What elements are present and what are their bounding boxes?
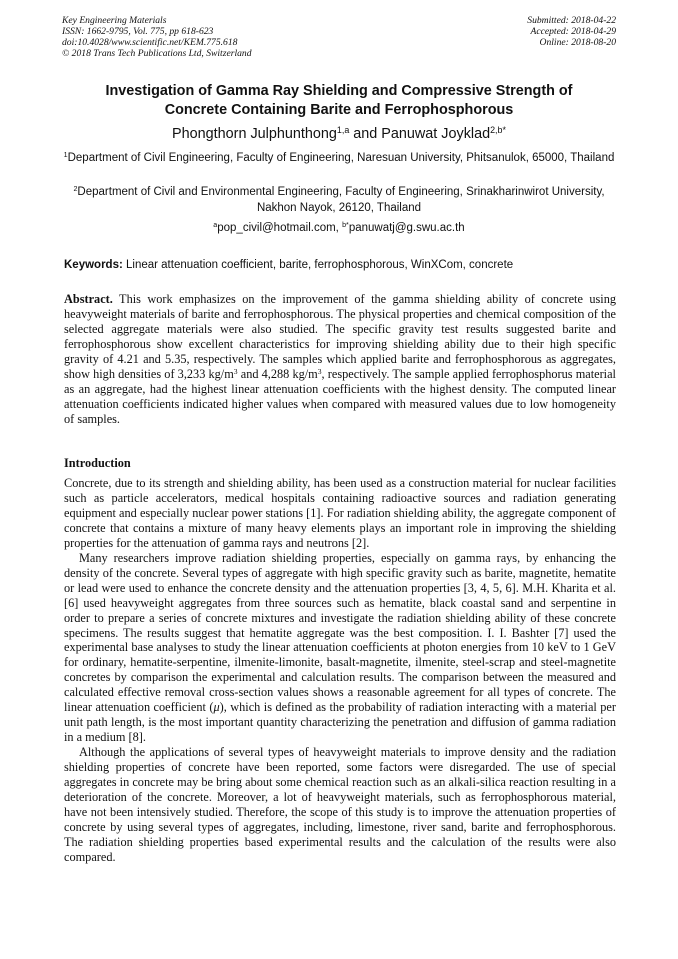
journal-doi: doi:10.4028/www.scientific.net/KEM.775.618 [62,37,238,48]
author-1-affiliation-mark: 1,a [336,125,350,136]
introduction-body [64,476,616,865]
paper-title [40,82,638,120]
abstract-superscript-1: 3 [233,366,238,376]
affiliation-2-text: Department of Civil and Environmental Engineering, Faculty of Engineering, Srinakharinwirot University, Nakhon Nayok, 26120, Thailand [77,186,605,214]
intro-paragraph-3: Although the applications of several types of heavyweight materials to improve density and the radiation shielding properties of concrete have been reported, some factors were disregarded. The use of special aggregates in concrete may be bring about some chemical reaction such as an alkali-silica reaction resulting in a deterioration of the concrete. Moreover, a lot of heavyweight materials, such as ferrophosphorous material, have not been intensively studied. Therefore, the scope of this study is to improve the attenuation properties of concrete by using several types of aggregates, including, limestone, river sand, barite and ferrophosphorous. The radiation shielding properties based experimental results and the calculation of the results were also compared. [64,745,616,864]
affiliation-2 [62,185,616,216]
author-1: Phongthorn Julphunthong [172,126,337,142]
author-2: Panuwat Joyklad [381,126,491,142]
abstract-superscript-2: 3 [317,366,322,376]
accepted-date: Accepted: 2018-04-29 [530,26,616,37]
intro-paragraph-2-part-a: Many researchers improve radiation shielding properties, especially on gamma rays, by enhancing the density of the concrete. Several types of aggregate with high specific gravity such as barite, magnetite, hematite or lead were used to enhance the concrete density and the attenuation properties [3, 4, 5, 6]. M.H. Kharita et al. [6] used heavyweight aggregates from three sources such as hematite, black coastal sand and serpentine in order to prepare a series of concrete mixtures and investigate the radiation shielding ability of these concrete specimens. The results suggest that hematite aggregate was the best composition. I. I. Bashter [7] used the experimental base analyses to study the linear attenuation coefficients at photon energies from 10 keV to 1 GeV for ordinary, hematite-serpentine, ilmenite-limonite, basalt-magnetite, ilmenite, steel-scrap and steel-magnetite concretes by comparison the experimental and calculation results. The comparison between the measured and calculated effective removal cross-section values shows a reasonable agreement for all types of concrete. The linear attenuation coefficient ( [64,550,616,715]
abstract-text-1: This work emphasizes on the improvement of the gamma shielding ability of concrete using heavyweight materials of barite and ferrophosphorous. The physical properties and chemical composition of the selected aggregate materials were also studied. The specific gravity test results suggested barite and ferrophosphorous show excellent characteristics for improving shielding ability due to their high specific gravity of 4.21 and 5.35, respectively. The samples which applied barite and ferrophosphorous as aggregates, show high densities of 3,233 kg/m [64,292,616,381]
mu-symbol: μ [213,700,220,715]
keywords-text: Linear attenuation coefficient, barite, ferrophosphorous, WinXCom, concrete [122,259,514,271]
intro-paragraph-2 [64,551,616,745]
journal-info [62,15,252,59]
journal-copyright: © 2018 Trans Tech Publications Ltd, Switzerland [62,48,252,59]
author-conjunction: and [349,126,382,142]
journal-issn: ISSN: 1662-9795, Vol. 775, pp 618-623 [62,26,214,37]
journal-name: Key Engineering Materials [62,15,167,26]
abstract-label: Abstract. [64,292,113,306]
affiliation-1-number: 1 [63,151,68,160]
author-2-affiliation-mark: 2,b* [490,125,506,136]
author-emails [62,220,616,236]
online-date: Online: 2018-08-20 [539,37,616,48]
keywords-label: Keywords: [64,259,123,271]
abstract-text-2: and 4,288 kg/m [237,366,318,381]
email-1[interactable]: pop_civil@hotmail.com, [217,222,343,234]
author-list [40,124,638,144]
abstract-text-3: , respectively. The sample applied ferrophosphorus material as an aggregate, had the highest linear attenuation coefficients with the highest density. The computed linear attenuation coefficients indicated higher values when compared with measured values due to low homogeneity of samples. [64,366,616,426]
abstract [64,292,616,427]
email-1-mark: a [213,221,218,230]
affiliation-1-text: Department of Civil Engineering, Faculty of Engineering, Naresuan University, Phitsanulok, 65000, Thailand [67,152,615,164]
keywords [64,257,616,273]
section-heading-introduction: Introduction [64,456,131,470]
email-2[interactable]: panuwatj@g.swu.ac.th [348,222,465,234]
title-line-2: Concrete Containing Barite and Ferrophosphorous [164,102,514,118]
title-line-1: Investigation of Gamma Ray Shielding and Compressive Strength of [105,83,573,99]
submitted-date: Submitted: 2018-04-22 [527,15,616,26]
affiliation-2-number: 2 [73,185,78,194]
intro-paragraph-2-part-b: ), which is defined as the probability of radiation interacting with a material per unit path length, is the most important quantity characterizing the penetration and diffusion of gamma radiation in a medium [8]. [64,700,616,745]
publication-dates [527,15,616,48]
intro-paragraph-1: Concrete, due to its strength and shielding ability, has been used as a construction material for nuclear facilities such as particle accelerators, medical hospitals containing radioactive sources and radiation generating equipment and especially nuclear power stations [1]. For radiation shielding ability, the aggregate component of concrete that contains a mixture of many heavy elements plays an important role in improving the shielding properties for the attenuation of gamma rays and neutrons [2]. [64,476,616,550]
affiliation-1 [62,151,616,167]
email-2-mark: b* [342,221,349,230]
